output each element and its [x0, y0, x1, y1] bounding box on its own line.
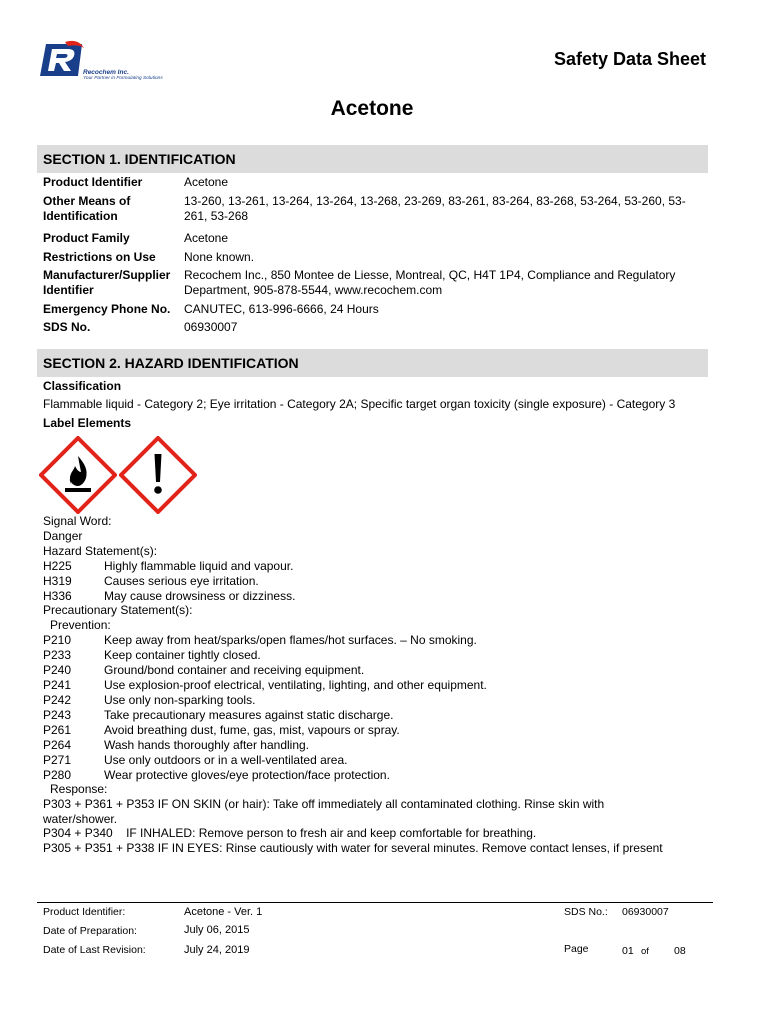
hazard-code: H319: [43, 574, 72, 588]
other-means-value: 13-260, 13-261, 13-264, 13-264, 13-268, 23-269, 83-261, 83-264, 83-268, 53-264, 53-260, 53-261, 53-268: [184, 194, 686, 223]
exclamation-pictogram-icon: [119, 436, 197, 514]
hazard-code: H336: [43, 589, 72, 603]
prevention-code: P280: [43, 768, 72, 782]
product-family-value: Acetone: [184, 231, 229, 245]
label-elements-heading: Label Elements: [43, 416, 132, 430]
precautionary-label: Precautionary Statement(s):: [43, 603, 193, 617]
page-title: Acetone: [330, 97, 414, 120]
footer-rev-value: July 24, 2019: [184, 944, 250, 956]
restrictions-label: Restrictions on Use: [43, 250, 156, 264]
emergency-phone-value: CANUTEC, 613-996-6666, 24 Hours: [184, 302, 379, 316]
document-type: Safety Data Sheet: [553, 49, 706, 69]
prevention-text: Wear protective gloves/eye protection/face protection.: [104, 768, 390, 782]
prevention-code: P242: [43, 693, 72, 707]
prevention-text: Keep away from heat/sparks/open flames/hot surfaces. – No smoking.: [104, 633, 477, 647]
footer-page-number: 01: [622, 945, 634, 957]
prevention-code: P243: [43, 708, 72, 722]
hazard-statements-label: Hazard Statement(s):: [43, 544, 158, 558]
prevention-code: P261: [43, 723, 72, 737]
section-2-heading: SECTION 2. HAZARD IDENTIFICATION: [37, 349, 708, 377]
flame-pictogram-icon: [39, 436, 117, 514]
footer-of-label: of: [641, 946, 649, 957]
footer-sds-value: 06930007: [622, 906, 669, 918]
signal-word-label: Signal Word:: [43, 514, 112, 528]
prevention-text: Keep container tightly closed.: [104, 648, 261, 662]
prevention-text: Use only outdoors or in a well-ventilated area.: [104, 753, 348, 767]
company-name: Recochem Inc.: [83, 69, 129, 76]
prevention-text: Use only non-sparking tools.: [104, 693, 256, 707]
recochem-logo-icon: [38, 40, 86, 80]
footer-divider: [37, 902, 713, 903]
response-statement: P303 + P361 + P353 IF ON SKIN (or hair): Take off immediately all contaminated clothing. Rinse skin with water/shower.: [43, 797, 605, 826]
response-statement: P305 + P351 + P338 IF IN EYES: Rinse cautiously with water for several minutes. Remove contact lenses, if present: [43, 841, 663, 855]
signal-word: Danger: [43, 529, 83, 543]
prevention-code: P241: [43, 678, 72, 692]
footer-page-total: 08: [674, 945, 686, 957]
prevention-text: Take precautionary measures against static discharge.: [104, 708, 394, 722]
restrictions-value: None known.: [184, 250, 255, 264]
classification-heading: Classification: [43, 379, 122, 393]
hazard-code: H225: [43, 559, 72, 573]
section-1-heading: SECTION 1. IDENTIFICATION: [37, 145, 708, 173]
prevention-code: P271: [43, 753, 72, 767]
prevention-text: Use explosion-proof electrical, ventilating, lighting, and other equipment.: [104, 678, 487, 692]
prevention-code: P233: [43, 648, 72, 662]
footer-prep-value: July 06, 2015: [184, 924, 250, 936]
hazard-text: Highly flammable liquid and vapour.: [104, 559, 294, 573]
footer-product-label: Product Identifier:: [43, 906, 126, 918]
hazard-text: May cause drowsiness or dizziness.: [104, 589, 296, 603]
other-means-label: Other Means of Identification: [43, 194, 131, 223]
response-label: Response:: [50, 782, 108, 796]
prevention-label: Prevention:: [50, 618, 111, 632]
product-identifier-label: Product Identifier: [43, 175, 143, 189]
hazard-text: Causes serious eye irritation.: [104, 574, 259, 588]
product-family-label: Product Family: [43, 231, 130, 245]
classification-text: Flammable liquid - Category 2; Eye irritation - Category 2A; Specific target organ toxicity (single exposure) - Category 3: [43, 397, 676, 411]
company-tagline: Your Partner in Formulating Solutions: [83, 76, 163, 81]
product-identifier-value: Acetone: [184, 175, 229, 189]
prevention-code: P240: [43, 663, 72, 677]
sds-no-value: 06930007: [184, 320, 238, 334]
footer-product-value: Acetone - Ver. 1: [184, 906, 263, 918]
response-statement: P304 + P340 IF INHALED: Remove person to fresh air and keep comfortable for breathing.: [43, 826, 537, 840]
footer-page-label: Page: [564, 943, 589, 955]
footer-prep-label: Date of Preparation:: [43, 925, 137, 937]
manufacturer-label: Manufacturer/Supplier Identifier: [43, 268, 171, 297]
prevention-text: Ground/bond container and receiving equipment.: [104, 663, 365, 677]
manufacturer-value: Recochem Inc., 850 Montee de Liesse, Montreal, QC, H4T 1P4, Compliance and Regulatory Department, 905-878-5544, www.recochem.com: [184, 268, 676, 297]
prevention-text: Wash hands thoroughly after handling.: [104, 738, 310, 752]
footer-sds-label: SDS No.:: [564, 906, 608, 918]
prevention-code: P210: [43, 633, 72, 647]
emergency-phone-label: Emergency Phone No.: [43, 302, 171, 316]
sds-no-label: SDS No.: [43, 320, 91, 334]
footer-rev-label: Date of Last Revision:: [43, 944, 146, 956]
prevention-code: P264: [43, 738, 72, 752]
prevention-text: Avoid breathing dust, fume, gas, mist, vapours or spray.: [104, 723, 400, 737]
